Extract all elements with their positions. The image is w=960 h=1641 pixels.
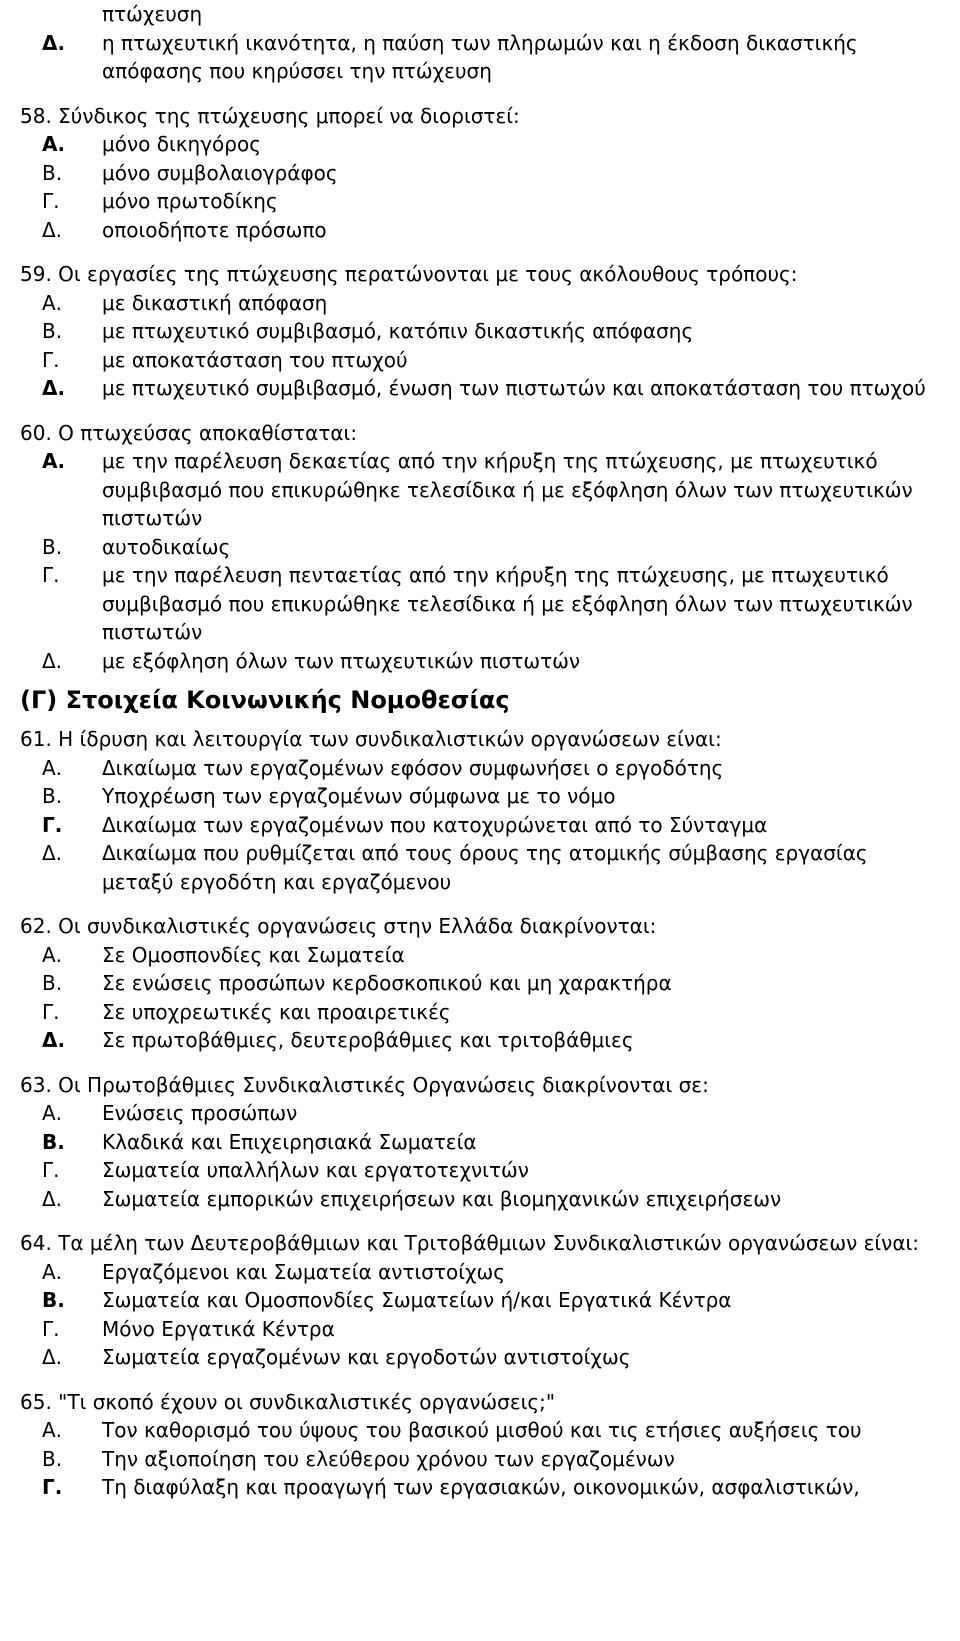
option-letter: Γ. (42, 563, 60, 587)
option-letter: Β. (42, 1288, 65, 1312)
option-text: Σωματεία εργαζομένων και εργοδοτών αντιστοίχως (102, 1345, 631, 1369)
option-a (20, 447, 960, 476)
option-letter: Α. (42, 1101, 63, 1125)
option-b (20, 969, 960, 998)
option-c (20, 1156, 960, 1185)
option-text: μόνο πρωτοδίκης (102, 189, 278, 213)
option-text: αυτοδικαίως (102, 534, 231, 559)
option-letter: Α. (42, 1418, 63, 1442)
option-c (20, 1315, 960, 1344)
option-text: με την παρέλευση δεκαετίας από την κήρυξη της πτώχευσης, με πτωχευτικό (102, 449, 878, 473)
option-letter: Γ. (42, 1475, 63, 1499)
option-letter: Α. (42, 755, 63, 780)
question-58: 58. Σύνδικος της πτώχευσης μπορεί να διοριστεί: (20, 103, 520, 128)
option-letter: Α. (42, 942, 63, 967)
option-text: μόνο συμβολαιογράφος (102, 160, 338, 185)
option-b (20, 317, 960, 346)
option-a (20, 130, 960, 159)
option-c (20, 346, 960, 375)
option-text: Δικαίωμα των εργαζομένων εφόσον συμφωνήσει ο εργοδότης (102, 755, 724, 780)
option-letter: Δ. (42, 30, 66, 55)
option-letter: Γ. (42, 999, 60, 1024)
option-letter: Δ. (42, 1186, 63, 1211)
option-letter: Γ. (42, 1158, 60, 1182)
option-letter: Α. (42, 132, 66, 156)
question-65: 65. "Τι σκοπό έχουν οι συνδικαλιστικές οργανώσεις;" (20, 1389, 556, 1414)
option-letter: Δ. (42, 1345, 63, 1369)
question-60: 60. Ο πτωχεύσας αποκαθίσταται: (20, 420, 358, 445)
option-b (20, 533, 960, 562)
option-c (20, 561, 960, 590)
option-text: Υποχρέωση των εργαζομένων σύμφωνα με το νόμο (102, 784, 616, 808)
option-d (20, 647, 960, 676)
option-c (20, 811, 960, 840)
option-d (20, 216, 960, 245)
option-c (20, 187, 960, 216)
option-d (20, 374, 960, 403)
option-d (20, 29, 960, 58)
option-letter: Β. (42, 1446, 63, 1471)
option-text: με αποκατάσταση του πτωχού (102, 347, 408, 372)
option-letter: Δ. (42, 841, 63, 865)
option-b (20, 1445, 960, 1474)
option-letter: Γ. (42, 1316, 60, 1341)
option-text-continued: πιστωτών (102, 620, 203, 644)
option-text: Μόνο Εργατικά Κέντρα (102, 1316, 335, 1341)
option-text: Ενώσεις προσώπων (102, 1101, 298, 1125)
option-letter: Β. (42, 784, 63, 808)
option-text: Δικαίωμα που ρυθμίζεται από τους όρους της ατομικής σύμβασης εργασίας (102, 841, 868, 865)
option-a (20, 1258, 960, 1287)
option-text: οποιοδήποτε πρόσωπο (102, 217, 327, 242)
option-text: Σε πρωτοβάθμιες, δευτεροβάθμιες και τριτοβάθμιες (102, 1028, 634, 1052)
option-letter: Δ. (42, 217, 63, 242)
option-letter: Δ. (42, 1028, 66, 1052)
option-letter: Β. (42, 160, 63, 185)
option-text-continued: συμβιβασμό που επικυρώθηκε τελεσίδικα ή με εξόφληση όλων των πτωχευτικών (102, 477, 913, 502)
option-letter: Γ. (42, 347, 60, 372)
option-letter: Δ. (42, 648, 63, 673)
question-59: 59. Οι εργασίες της πτώχευσης περατώνονται με τους ακόλουθους τρόπους: (20, 262, 798, 286)
option-text: με δικαστική απόφαση (102, 290, 328, 315)
option-text: Δικαίωμα των εργαζομένων που κατοχυρώνεται από το Σύνταγμα (102, 812, 768, 837)
option-text: με πτωχευτικό συμβιβασμό, κατόπιν δικαστικής απόφασης (102, 319, 694, 343)
option-text: Εργαζόμενοι και Σωματεία αντιστοίχως (102, 1259, 506, 1284)
option-text-continued: απόφασης που κηρύσσει την πτώχευση (102, 59, 492, 83)
option-text: Την αξιοποίηση του ελεύθερου χρόνου των εργαζομένων (102, 1446, 675, 1471)
option-d (20, 839, 960, 868)
option-letter: Β. (42, 319, 63, 343)
question-63: 63. Οι Πρωτοβάθμιες Συνδικαλιστικές Οργανώσεις διακρίνονται σε: (20, 1072, 709, 1097)
option-text: με την παρέλευση πενταετίας από την κήρυξη της πτώχευσης, με πτωχευτικό (102, 563, 889, 587)
option-letter: Β. (42, 1129, 65, 1154)
option-a (20, 1099, 960, 1128)
option-letter: Γ. (42, 812, 63, 837)
option-letter: Α. (42, 449, 66, 473)
option-text: μόνο δικηγόρος (102, 132, 261, 156)
carryover-tail: πτώχευση (102, 2, 203, 26)
option-text: Τον καθορισμό του ύψους του βασικού μισθού και τις ετήσιες αυξήσεις του (102, 1418, 862, 1442)
option-text: Σωματεία και Ομοσπονδίες Σωματείων ή/και Εργατικά Κέντρα (102, 1288, 732, 1312)
option-a (20, 754, 960, 783)
option-text-continued: πιστωτών (102, 506, 203, 530)
option-letter: Β. (42, 534, 63, 559)
option-letter: Β. (42, 971, 63, 995)
option-text: η πτωχευτική ικανότητα, η παύση των πληρωμών και η έκδοση δικαστικής (102, 30, 858, 55)
option-a (20, 1416, 960, 1445)
option-c (20, 1473, 960, 1502)
option-text: με πτωχευτικό συμβιβασμό, ένωση των πιστωτών και αποκατάσταση του πτωχού (102, 376, 926, 400)
section-title: (Γ) Στοιχεία Κοινωνικής Νομοθεσίας (20, 686, 510, 714)
option-letter: Α. (42, 1259, 63, 1284)
option-b (20, 1286, 960, 1315)
option-text: με εξόφληση όλων των πτωχευτικών πιστωτών (102, 648, 581, 673)
option-text: Τη διαφύλαξη και προαγωγή των εργασιακών, οικονομικών, ασφαλιστικών, (102, 1475, 860, 1499)
option-c (20, 998, 960, 1027)
option-b (20, 159, 960, 188)
option-text: Σωματεία υπαλλήλων και εργατοτεχνιτών (102, 1158, 529, 1182)
option-text: Σωματεία εμπορικών επιχειρήσεων και βιομηχανικών επιχειρήσεων (102, 1186, 782, 1211)
option-text: Σε ενώσεις προσώπων κερδοσκοπικού και μη χαρακτήρα (102, 971, 672, 995)
question-64: 64. Τα μέλη των Δευτεροβάθμιων και Τριτοβάθμιων Συνδικαλιστικών οργανώσεων είναι: (20, 1231, 920, 1255)
option-b (20, 782, 960, 811)
option-letter: Α. (42, 290, 63, 315)
option-a (20, 289, 960, 318)
option-d (20, 1026, 960, 1055)
option-text: Σε υποχρεωτικές και προαιρετικές (102, 999, 451, 1024)
question-62: 62. Οι συνδικαλιστικές οργανώσεις στην Ελλάδα διακρίνονται: (20, 914, 657, 938)
option-text-continued: μεταξύ εργοδότη και εργαζόμενου (102, 869, 452, 894)
option-b (20, 1128, 960, 1157)
option-letter: Δ. (42, 376, 66, 400)
option-d (20, 1343, 960, 1372)
option-letter: Γ. (42, 189, 60, 213)
question-61: 61. Η ίδρυση και λειτουργία των συνδικαλιστικών οργανώσεων είναι: (20, 727, 722, 751)
option-text: Κλαδικά και Επιχειρησιακά Σωματεία (102, 1129, 477, 1154)
option-text-continued: συμβιβασμό που επικυρώθηκε τελεσίδικα ή με εξόφληση όλων των πτωχευτικών (102, 591, 913, 616)
option-d (20, 1185, 960, 1214)
option-text: Σε Ομοσπονδίες και Σωματεία (102, 942, 405, 967)
option-a (20, 941, 960, 970)
